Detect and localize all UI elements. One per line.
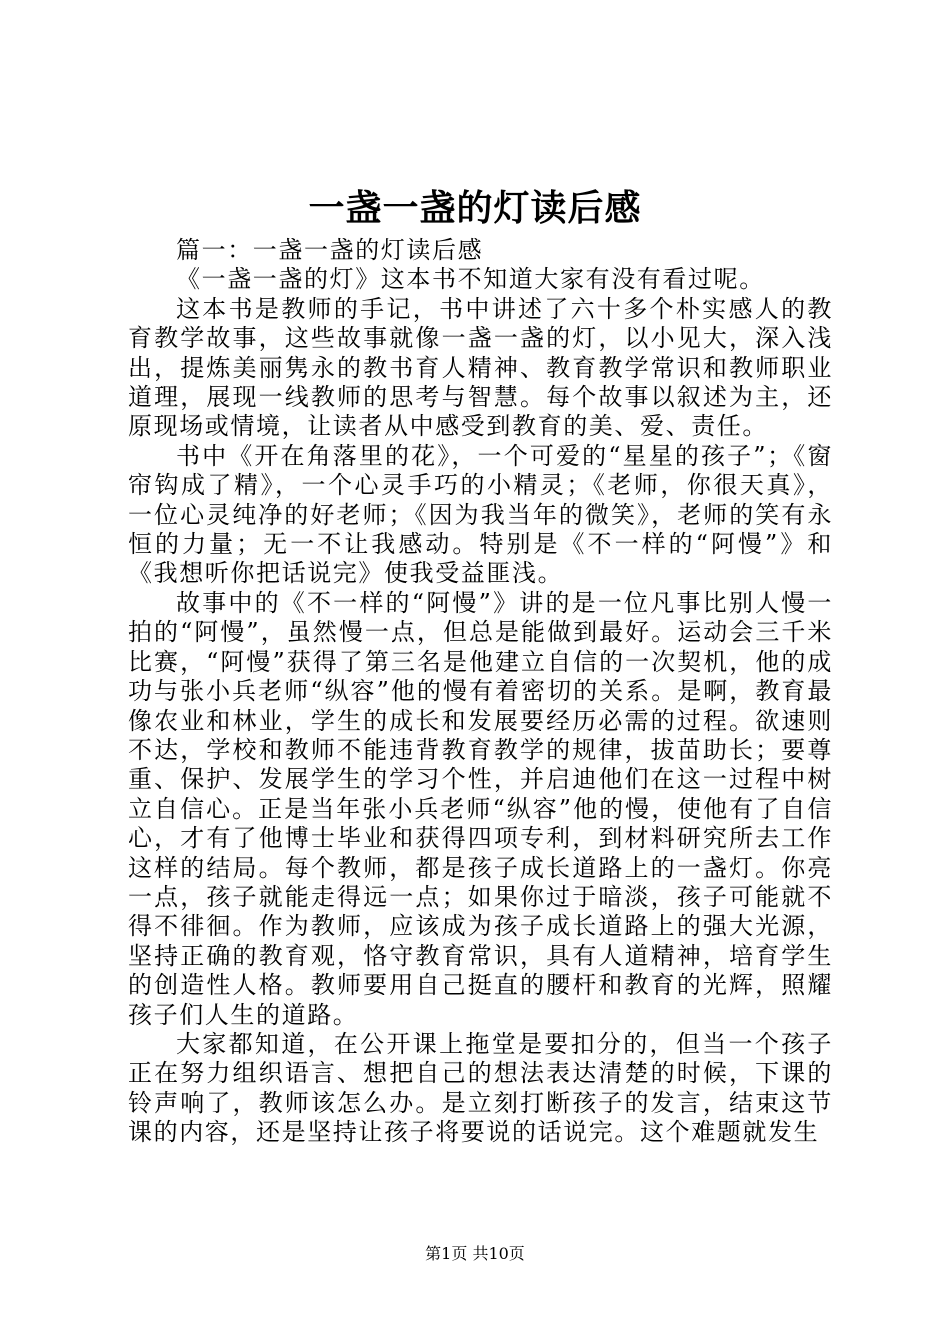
paragraph: 《一盏一盏的灯》这本书不知道大家有没有看过呢。 [176,265,765,294]
paragraph: 这本书是教师的手记，书中讲述了六十多个朴实感人的教育教学故事，这些故事就像一盏一盏的灯，以小见大，深入浅出，提炼美丽隽永的教书育人精神、教育教学常识和教师职业道理，展现一线教师的思考与智慧。每个故事以叙述为主，还原现场或情境，让读者从中感受到教育的美、爱、责任。 [128,294,833,441]
document-title: 一盏一盏的灯读后感 [308,187,642,229]
page-footer: 第1页 共10页 [425,1244,525,1263]
paragraph-heading: 篇一：一盏一盏的灯读后感 [176,236,484,264]
paragraph: 书中《开在角落里的花》，一个可爱的“星星的孩子”；《窗帘钩成了精》，一个心灵手巧的小精灵；《老师，你很天真》，一位心灵纯净的好老师；《因为我当年的微笑》，老师的笑有永恒的力量；无一不让我感动。特别是《不一样的“阿慢”》和《我想听你把话说完》使我受益匪浅。 [128,441,833,588]
paragraph: 故事中的《不一样的“阿慢”》讲的是一位凡事比别人慢一拍的“阿慢”，虽然慢一点，但总是能做到最好。运动会三千米比赛，“阿慢”获得了第三名是他建立自信的一次契机，他的成功与张小兵老师“纵容”他的慢有着密切的关系。是啊，教育最像农业和林业，学生的成长和发展要经历必需的过程。欲速则不达，学校和教师不能违背教育教学的规律，拔苗助长；要尊重、保护、发展学生的学习个性，并启迪他们在这一过程中树立自信心。正是当年张小兵老师“纵容”他的慢，使他有了自信心，才有了他博士毕业和获得四项专利，到材料研究所去工作这样的结局。每个教师，都是孩子成长道路上的一盏灯。你亮一点，孩子就能走得远一点；如果你过于暗淡，孩子可能就不得不徘徊。作为教师，应该成为孩子成长道路上的强大光源，坚持正确的教育观，恪守教育常识，具有人道精神，培育学生的创造性人格。教师要用自己挺直的腰杆和教育的光辉，照耀孩子们人生的道路。 [128,588,833,1029]
paragraph: 大家都知道，在公开课上拖堂是要扣分的，但当一个孩子正在努力组织语言、想把自己的想法表达清楚的时候，下课的铃声响了，教师该怎么办。是立刻打断孩子的发言，结束这节课的内容，还是坚持让孩子将要说的话说完。这个难题就发生 [128,1029,833,1147]
document-body [128,236,833,1148]
